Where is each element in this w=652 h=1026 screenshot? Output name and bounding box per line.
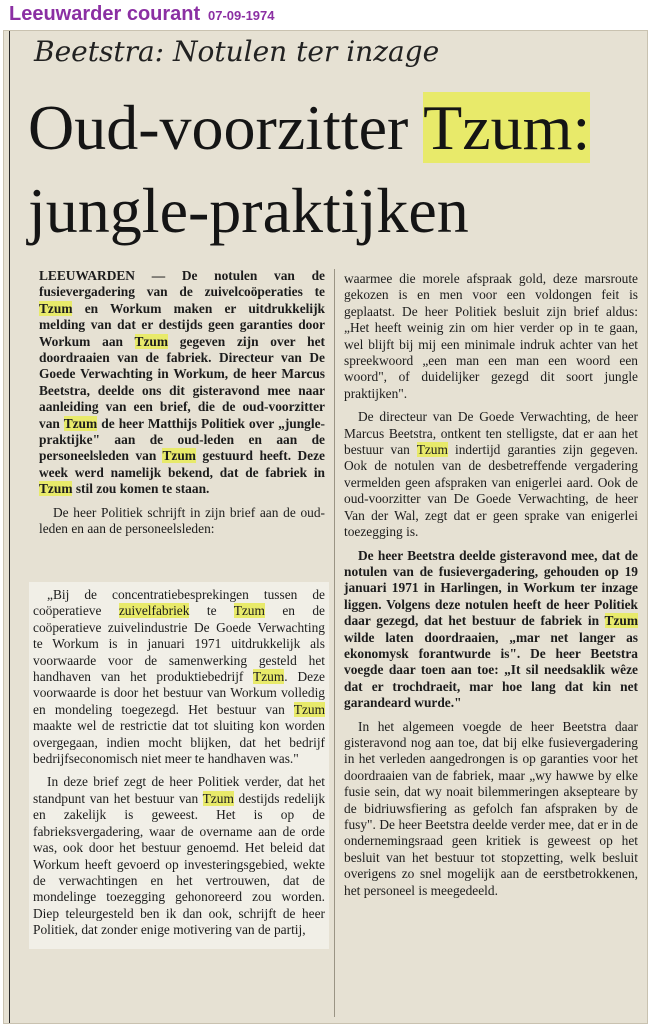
highlighted-term: Tzum: [253, 669, 285, 685]
headline-text: Oud-voorzitter: [28, 92, 424, 163]
body-paragraph: waarmee die morele afspraak gold, deze marsroute gekozen is en men voor een voldongen feit is geplaatst. De heer Politiek besluit zijn brief aldus: „Het heeft weinig zin om hier verder op in te gaan, wel blijft bij mij een minimale indruk achter van het spreekwoord „een man een man een woord een woord", of duidelijker gezegd dit soort jungle praktijken".: [344, 271, 638, 401]
body-paragraph: In het algemeen voegde de heer Beetstra daar gisteravond nog aan toe, dat bij elke fusievergadering in het verleden aangedrongen is op garanties voor het doordraaien van de fabriek, maar „wy hawwe by elke fusie sein, dat wy noait bilemmeringen aksepteare by de bidriuwsfiering as gefolch fan afspraken by de fusy". De heer Beetstra deelde verder mee, dat er in de ondernemingsraad geen kritiek is geweest op het besluit van het bestuur tot stopzetting, welk besluit overigens zo snel mogelijk aan de eerstbetrokkenen, het personeel is meegedeeld.: [344, 718, 638, 898]
headline-line-2: jungle-praktijken: [28, 175, 469, 246]
headline-line-1: [28, 93, 590, 163]
article-kicker: Beetstra: Notulen ter inzage: [34, 35, 440, 68]
body-paragraph: In deze brief zegt de heer Politiek verder, dat het standpunt van het bestuur van Tzum destijds redelijk en zakelijk is geweest. Het is op de fabrieksvergadering, waar de overname aan de orde was, ook door het bestuur genoemd. Het beleid dat Workum heeft gevoerd op investeringsgebied, wekte de verwachtingen en het vertrouwen, dat de mondelinge toezegging gehonoreerd zou worden. Diep teleurgesteld ben ik dan ook, schrijft de heer Politiek, dat zonder enige motivering van de partij,: [33, 774, 326, 938]
highlighted-term: Tzum: [202, 790, 234, 806]
highlighted-term: Tzum: [39, 300, 73, 316]
clipping-header: [0, 0, 652, 30]
lead-paragraph: LEEUWARDEN — De notulen van de fusievergadering van de zuivelcoöperaties te Tzum en Workum maken er uitdrukkelijk melding van dat er destijds geen garanties door Workum aan Tzum gegeven zijn over het doordraaien van de fabriek. Directeur van De Goede Verwachting in Workum, de heer Marcus Beetstra, deelde ons dit gisteravond mee naar aanleiding van een brief, die de oud-voorzitter van Tzum de heer Matthijs Politiek over „jungle-praktijke" aan de oud-leden en aan de personeelsleden van Tzum gestuurd heeft. Deze week werd namelijk bekend, dat de fabriek in Tzum stil zou komen te staan.: [39, 268, 325, 497]
right-column: [344, 271, 638, 906]
newspaper-name: Leeuwarder courant: [9, 3, 201, 25]
column-gutter-rule: [334, 269, 335, 1017]
headline-highlight: Tzum:: [423, 92, 591, 163]
body-paragraph: De heer Politiek schrijft in zijn brief aan de oud-leden en aan de personeelsleden:: [39, 504, 325, 537]
quote-paragraph: „Bij de concentratiebesprekingen tussen de coöperatieve zuivelfabriek te Tzum en de coöperatieve zuivelindustrie De Goede Verwachting te Workum is in januari 1971 uitdrukkelijk als voorwaarde voor de samenwerking gesteld het handhaven van het produktiebedrijf Tzum. Deze voorwaarde is door het bestuur van Workum volledig en mondeling toegezegd. Het bestuur van Tzum maakte wel de restrictie dat tot sluiting kon worden overgegaan, indien mocht blijken, dat het bedrijf bedrijfseconomisch niet meer te handhaven was.": [33, 587, 326, 767]
left-column: [39, 268, 325, 545]
column-rule-left: [9, 31, 10, 1024]
highlighted-term: Tzum: [39, 481, 73, 497]
body-paragraph: De directeur van De Goede Verwachting, de heer Marcus Beetstra, ontkent ten stelligste, dat er aan het bestuur van Tzum indertijd garanties zijn gegeven. Ook de notulen van de desbetreffende vergadering vermelden geen afspraken van enigerlei aard. Ook de oud-voorzitter van De Goede Verwachting, de heer Van der Wal, zegt dat er geen sprake van enigerlei toezegging is.: [344, 409, 638, 540]
quoted-letter: [29, 582, 329, 949]
publication-date: 07-09-1974: [208, 8, 275, 23]
highlighted-term: zuivelfabriek: [118, 603, 190, 619]
highlighted-term: Tzum: [162, 448, 196, 464]
highlighted-term: Tzum: [416, 442, 448, 458]
highlighted-term: Tzum: [604, 613, 638, 629]
newspaper-clipping: [3, 30, 648, 1024]
highlighted-term: Tzum: [63, 415, 98, 431]
highlighted-term: Tzum: [134, 333, 168, 349]
highlighted-term: Tzum: [233, 603, 265, 619]
body-paragraph-bold: De heer Beetstra deelde gisteravond mee, dat de notulen van de fusievergadering, gehouden op 19 januari 1971 in Harlingen, in Workum ter inzage liggen. Volgens deze notulen heeft de heer Politiek daar gezegd, dat het bestuur de fabriek in Tzum wilde laten doordraaien, „mar net langer as ekonomysk forantwurde is". De heer Beetstra voegde daar toen aan toe: „It sil needsaklik wêze dat er trochdraeit, mar hoe lang dat kin net garandeard wurde.": [344, 547, 638, 711]
highlighted-term: Tzum: [293, 701, 325, 717]
